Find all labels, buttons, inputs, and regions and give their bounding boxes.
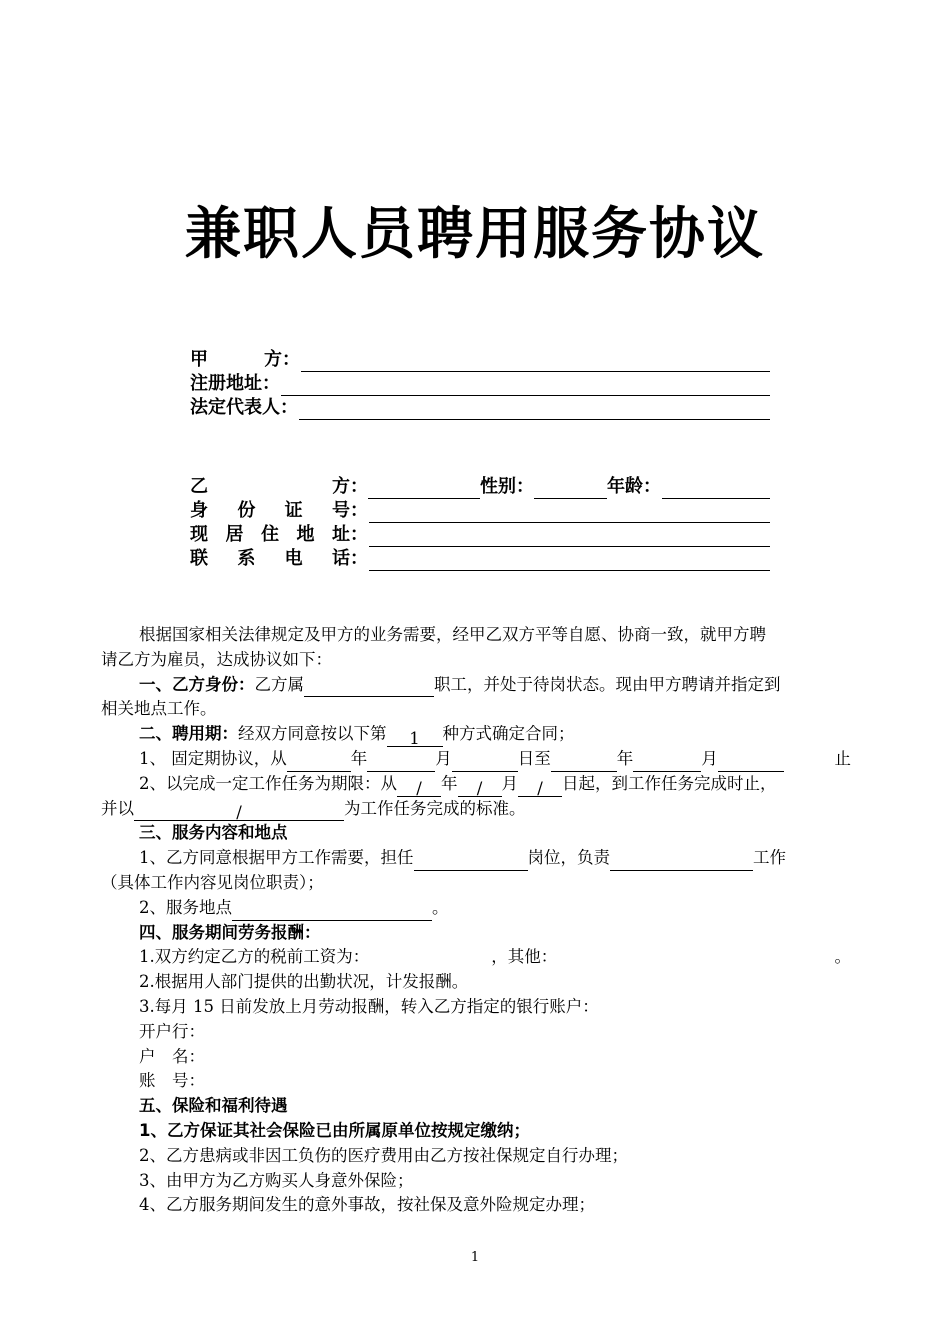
age-label: 年龄： xyxy=(607,476,661,497)
text: 并以 xyxy=(101,798,134,818)
party-a-address-row xyxy=(190,372,770,396)
start-year-blank[interactable] xyxy=(287,752,351,772)
current-address-row xyxy=(190,523,770,547)
text: 1、乙方同意根据甲方工作需要，担任 xyxy=(139,848,414,868)
gender-label: 性别： xyxy=(480,476,534,497)
age-blank[interactable] xyxy=(662,479,770,499)
task-start-month[interactable]: / xyxy=(458,777,502,797)
section-5-1-line: 1、乙方保证其社会保险已由所属原单位按规定缴纳； xyxy=(139,1120,530,1140)
section-3-2-line xyxy=(101,896,851,921)
section-2-line xyxy=(101,722,851,747)
party-a-fields xyxy=(190,348,770,420)
text: ，其他： xyxy=(491,947,558,967)
text: 月 xyxy=(501,773,518,793)
end-month-blank[interactable] xyxy=(633,752,701,772)
phone-blank[interactable] xyxy=(369,551,770,571)
text: 。 xyxy=(432,897,449,917)
text: 岗位，负责 xyxy=(527,848,610,868)
text: 止 xyxy=(834,748,851,768)
text: 为工作任务完成的标准。 xyxy=(344,798,526,818)
party-b-name-label xyxy=(190,475,368,499)
label-char: 方： xyxy=(332,476,368,497)
method-choice[interactable]: 1 xyxy=(387,727,443,747)
employee-unit-blank[interactable] xyxy=(304,677,434,697)
section-1-line xyxy=(101,673,851,698)
label-char: 方： xyxy=(264,349,300,370)
section-1-heading: 一、乙方身份： xyxy=(139,674,255,694)
section-4-2-line: 2.根据用人部门提供的出勤状况，计发报酬。 xyxy=(139,972,469,992)
text: 日至 xyxy=(517,748,551,768)
completion-standard[interactable]: / xyxy=(134,801,344,821)
text: 。 xyxy=(834,947,851,967)
text: 1、 固定期协议，从 xyxy=(139,748,287,768)
end-year-blank[interactable] xyxy=(551,752,617,772)
text: 工作 xyxy=(753,848,786,868)
section-2-2-line xyxy=(101,797,851,822)
party-b-name-blank[interactable] xyxy=(368,479,480,499)
section-5-heading: 五、保险和福利待遇 xyxy=(139,1096,288,1116)
label-char: 身 xyxy=(190,500,208,521)
task-start-year[interactable]: / xyxy=(397,777,441,797)
label-char: 居 xyxy=(225,524,244,545)
text: 年 xyxy=(616,748,634,768)
task-start-day[interactable]: / xyxy=(518,777,562,797)
section-2-1-line xyxy=(101,747,851,772)
account-name-line: 户 名： xyxy=(139,1046,205,1066)
section-3-1-line: （具体工作内容见岗位职责）； xyxy=(101,872,324,892)
section-5-4-line: 4、乙方服务期间发生的意外事故，按社保及意外险规定办理； xyxy=(139,1195,595,1215)
party-a-rep-row xyxy=(190,396,770,420)
text: 2、以完成一定工作任务为期限：从 xyxy=(139,773,397,793)
label-char: 乙 xyxy=(190,476,208,497)
label-char: 址： xyxy=(332,524,368,545)
label-char: 现 xyxy=(190,524,208,545)
id-label xyxy=(190,499,368,523)
text: 月 xyxy=(701,748,718,768)
intro-line: 根据国家相关法律规定及甲方的业务需要，经甲乙双方平等自愿、协商一致，就甲方聘 xyxy=(139,625,766,644)
start-day-blank[interactable] xyxy=(452,752,518,772)
label-char: 电 xyxy=(284,548,303,569)
page-number: 1 xyxy=(470,1250,480,1265)
label-char: 系 xyxy=(237,548,256,569)
text: 2、服务地点 xyxy=(139,897,232,917)
gender-blank[interactable] xyxy=(534,479,607,499)
label-char: 联 xyxy=(190,548,208,569)
text: 年 xyxy=(441,773,458,793)
text: 经双方同意按以下第 xyxy=(238,724,387,744)
section-1-line: 相关地点工作。 xyxy=(101,699,217,719)
label-char: 证 xyxy=(284,500,303,521)
text: 职工，并处于待岗状态。现由甲方聘请并指定到 xyxy=(434,674,781,694)
end-day-blank[interactable] xyxy=(718,752,784,772)
party-a-name-blank[interactable] xyxy=(301,352,770,372)
party-a-name-row xyxy=(190,348,770,372)
text: 年 xyxy=(350,748,368,768)
section-4-3-line: 3.每月 15 日前发放上月劳动报酬，转入乙方指定的银行账户： xyxy=(139,996,599,1016)
text: 月 xyxy=(435,748,452,768)
label-char: 地 xyxy=(296,524,315,545)
label-char: 住 xyxy=(261,524,279,545)
label-char: 甲 xyxy=(190,349,208,370)
phone-row xyxy=(190,547,770,571)
text: 种方式确定合同； xyxy=(442,724,575,744)
id-row xyxy=(190,499,770,523)
section-5-2-line: 2、乙方患病或非因工负伤的医疗费用由乙方按社保规定自行办理； xyxy=(139,1145,628,1165)
section-3-1-line xyxy=(101,846,851,871)
party-a-address-label: 注册地址： xyxy=(190,373,280,394)
start-month-blank[interactable] xyxy=(367,752,435,772)
account-number-line: 账 号： xyxy=(139,1071,205,1091)
party-a-address-blank[interactable] xyxy=(281,376,770,396)
id-blank[interactable] xyxy=(369,503,770,523)
section-2-2-line xyxy=(101,772,851,797)
current-address-label xyxy=(190,523,368,547)
text: 1.双方约定乙方的税前工资为： xyxy=(139,947,370,967)
section-3-heading: 三、服务内容和地点 xyxy=(139,823,288,843)
position-blank[interactable] xyxy=(414,851,528,871)
agreement-body xyxy=(101,623,851,1218)
current-address-blank[interactable] xyxy=(369,527,770,547)
bank-line: 开户行： xyxy=(139,1021,205,1041)
text: 日起，到工作任务完成时止， xyxy=(562,773,777,793)
section-4-1-line xyxy=(101,945,851,970)
party-b-name-row xyxy=(190,475,770,499)
party-a-name-label xyxy=(190,348,300,372)
section-5-3-line: 3、由甲方为乙方购买人身意外保险； xyxy=(139,1170,414,1190)
duty-blank[interactable] xyxy=(610,851,753,871)
phone-label xyxy=(190,547,368,571)
service-location-blank[interactable] xyxy=(232,901,432,921)
label-char: 号： xyxy=(331,500,368,521)
text: 乙方属 xyxy=(254,674,304,694)
party-b-fields xyxy=(190,475,770,571)
party-a-rep-blank[interactable] xyxy=(299,400,770,420)
intro-line: 请乙方为雇员，达成协议如下： xyxy=(101,649,332,669)
label-char: 份 xyxy=(237,500,256,521)
section-2-heading: 二、聘用期： xyxy=(139,724,238,744)
label-char: 话： xyxy=(331,548,368,569)
section-4-heading: 四、服务期间劳务报酬： xyxy=(139,922,321,942)
party-a-rep-label: 法定代表人： xyxy=(190,397,298,418)
document-title: 兼职人员聘用服务协议 xyxy=(185,202,765,267)
